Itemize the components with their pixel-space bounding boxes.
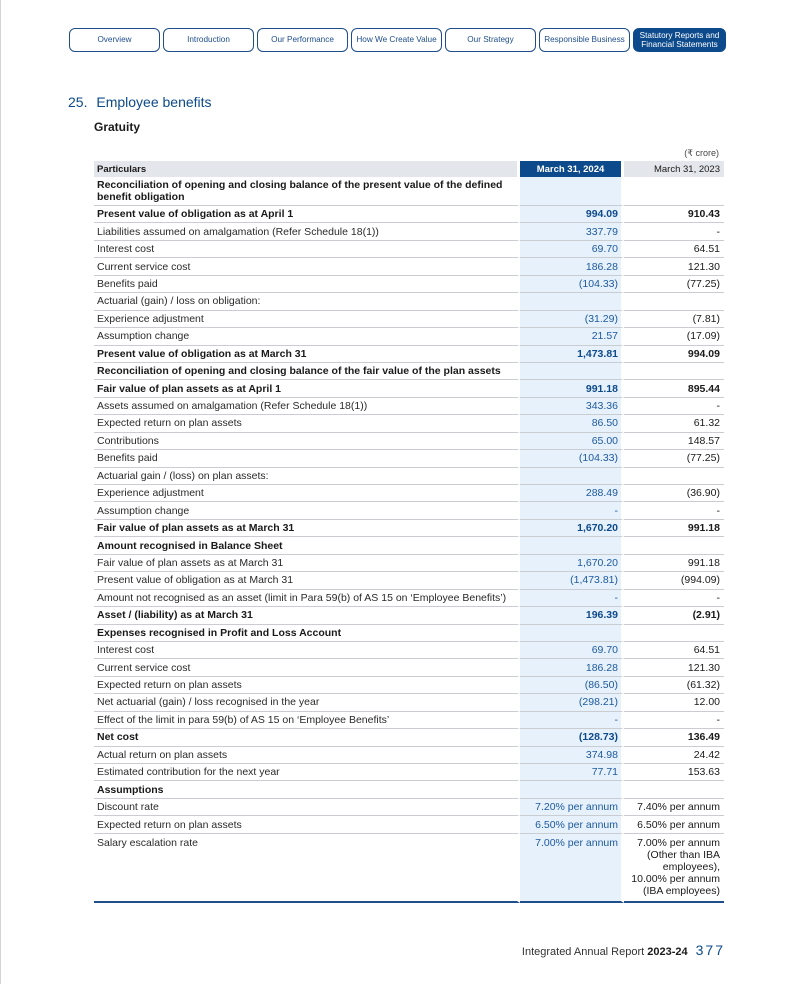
row-label: Present value of obligation as at March 31 [94, 346, 520, 363]
tab-overview[interactable]: Overview [69, 28, 160, 52]
row-label: Salary escalation rate [94, 834, 520, 903]
value-2024: 6.50% per annum [520, 816, 624, 833]
value-2023: - [624, 398, 724, 415]
value-2023: - [624, 502, 724, 519]
value-2023: 121.30 [624, 258, 724, 275]
header-prior-year: March 31, 2023 [624, 161, 724, 177]
value-2024: (104.33) [520, 450, 624, 467]
value-2024: 21.57 [520, 328, 624, 345]
value-2023 [624, 537, 724, 554]
value-2024: - [520, 590, 624, 607]
value-2023: 12.00 [624, 694, 724, 711]
tab-introduction[interactable]: Introduction [163, 28, 254, 52]
row-label: Liabilities assumed on amalgamation (Refer Schedule 18(1)) [94, 223, 520, 240]
tab-responsible-business[interactable]: Responsible Business [539, 28, 630, 52]
report-name: Integrated Annual Report 2023-24 [521, 946, 688, 958]
page-edge [0, 0, 1, 984]
row-label: Expected return on plan assets [94, 816, 520, 833]
value-2024 [520, 781, 624, 798]
row-label: Fair value of plan assets as at March 31 [94, 555, 520, 572]
row-label: Assumption change [94, 502, 520, 519]
row-label: Effect of the limit in para 59(b) of AS 15 on ‘Employee Benefits’ [94, 712, 520, 729]
value-2024: 1,473.81 [520, 346, 624, 363]
table-row [94, 485, 724, 502]
table-row [94, 729, 724, 746]
value-2024: 186.28 [520, 258, 624, 275]
value-2023: - [624, 223, 724, 240]
tab-our-strategy[interactable]: Our Strategy [445, 28, 536, 52]
table-row [94, 450, 724, 467]
value-2024: (104.33) [520, 276, 624, 293]
table-row [94, 223, 724, 240]
value-2023: (36.90) [624, 485, 724, 502]
table-row [94, 799, 724, 816]
value-2024: 337.79 [520, 223, 624, 240]
value-2023: 991.18 [624, 555, 724, 572]
value-2024: (128.73) [520, 729, 624, 746]
value-2024: 86.50 [520, 415, 624, 432]
table-row [94, 764, 724, 781]
value-2023: 910.43 [624, 206, 724, 223]
row-label: Current service cost [94, 258, 520, 275]
table-row [94, 293, 724, 310]
value-2024: 65.00 [520, 433, 624, 450]
page-number: 377 [695, 942, 725, 958]
value-2024 [520, 625, 624, 642]
table-row [94, 834, 724, 903]
row-label: Expenses recognised in Profit and Loss Account [94, 625, 520, 642]
table-row [94, 747, 724, 764]
value-2023: (994.09) [624, 572, 724, 589]
value-2024: 994.09 [520, 206, 624, 223]
row-label: Current service cost [94, 659, 520, 676]
table-row [94, 537, 724, 554]
table-row [94, 177, 724, 206]
table-row [94, 363, 724, 380]
table-row [94, 415, 724, 432]
table-row [94, 659, 724, 676]
row-label: Actuarial gain / (loss) on plan assets: [94, 468, 520, 485]
value-2024: - [520, 502, 624, 519]
top-navigation [69, 28, 726, 52]
value-2023 [624, 293, 724, 310]
row-label: Experience adjustment [94, 485, 520, 502]
table-row [94, 555, 724, 572]
value-2023: 7.00% per annum (Other than IBA employees), 10.00% per annum (IBA employees) [624, 834, 724, 903]
tab-our-performance[interactable]: Our Performance [257, 28, 348, 52]
value-2023: 991.18 [624, 520, 724, 537]
value-2023: (77.25) [624, 276, 724, 293]
row-label: Net cost [94, 729, 520, 746]
row-label: Interest cost [94, 642, 520, 659]
gratuity-table [94, 161, 724, 903]
value-2023: 895.44 [624, 380, 724, 397]
value-2023: (7.81) [624, 311, 724, 328]
value-2024 [520, 293, 624, 310]
header-particulars: Particulars [94, 161, 520, 177]
row-label: Fair value of plan assets as at March 31 [94, 520, 520, 537]
value-2023 [624, 363, 724, 380]
table-row [94, 572, 724, 589]
row-label: Experience adjustment [94, 311, 520, 328]
row-label: Assumption change [94, 328, 520, 345]
value-2024 [520, 363, 624, 380]
value-2024: 196.39 [520, 607, 624, 624]
value-2024 [520, 468, 624, 485]
tab-statutory-reports[interactable]: Statutory Reports and Financial Statements [633, 28, 726, 52]
row-label: Expected return on plan assets [94, 415, 520, 432]
table-row [94, 677, 724, 694]
row-label: Benefits paid [94, 276, 520, 293]
value-2024: 343.36 [520, 398, 624, 415]
value-2023: (17.09) [624, 328, 724, 345]
row-label: Fair value of plan assets as at April 1 [94, 380, 520, 397]
table-row [94, 241, 724, 258]
table-row [94, 258, 724, 275]
table-row [94, 276, 724, 293]
tab-how-we-create-value[interactable]: How We Create Value [351, 28, 442, 52]
table-row [94, 816, 724, 833]
value-2023: 64.51 [624, 642, 724, 659]
value-2024: 374.98 [520, 747, 624, 764]
value-2024: 7.20% per annum [520, 799, 624, 816]
value-2024: (298.21) [520, 694, 624, 711]
table-row [94, 468, 724, 485]
table-row [94, 380, 724, 397]
sub-heading: Gratuity [94, 120, 141, 134]
section-heading [68, 94, 212, 110]
value-2024: 7.00% per annum [520, 834, 624, 903]
row-label: Amount recognised in Balance Sheet [94, 537, 520, 554]
row-label: Asset / (liability) as at March 31 [94, 607, 520, 624]
row-label: Actual return on plan assets [94, 747, 520, 764]
value-2023: 994.09 [624, 346, 724, 363]
table-row [94, 398, 724, 415]
section-title: Employee benefits [96, 94, 212, 110]
row-label: Present value of obligation as at March 31 [94, 572, 520, 589]
table-row [94, 328, 724, 345]
value-2023: 7.40% per annum [624, 799, 724, 816]
value-2023: (61.32) [624, 677, 724, 694]
currency-unit: (₹ crore) [684, 148, 719, 158]
value-2024 [520, 537, 624, 554]
value-2023: 121.30 [624, 659, 724, 676]
row-label: Interest cost [94, 241, 520, 258]
row-label: Discount rate [94, 799, 520, 816]
value-2024: (31.29) [520, 311, 624, 328]
row-label: Assumptions [94, 781, 520, 798]
section-number: 25. [68, 94, 88, 110]
value-2023 [624, 781, 724, 798]
row-label: Expected return on plan assets [94, 677, 520, 694]
value-2023: 153.63 [624, 764, 724, 781]
value-2023: 6.50% per annum [624, 816, 724, 833]
value-2023: 61.32 [624, 415, 724, 432]
value-2024: 69.70 [520, 642, 624, 659]
table-row [94, 206, 724, 223]
table-row [94, 712, 724, 729]
row-label: Present value of obligation as at April 1 [94, 206, 520, 223]
value-2023: - [624, 712, 724, 729]
value-2023: (2.91) [624, 607, 724, 624]
value-2023 [624, 468, 724, 485]
row-label: Actuarial (gain) / loss on obligation: [94, 293, 520, 310]
value-2024: 1,670.20 [520, 520, 624, 537]
table-row [94, 520, 724, 537]
value-2024: (1,473.81) [520, 572, 624, 589]
table-row [94, 346, 724, 363]
value-2024: - [520, 712, 624, 729]
value-2024: 288.49 [520, 485, 624, 502]
header-current-year: March 31, 2024 [520, 161, 624, 177]
value-2024: 991.18 [520, 380, 624, 397]
row-label: Amount not recognised as an asset (limit in Para 59(b) of AS 15 on ‘Employee Benefits’) [94, 590, 520, 607]
value-2024: 1,670.20 [520, 555, 624, 572]
table-row [94, 607, 724, 624]
value-2023 [624, 625, 724, 642]
table-row [94, 642, 724, 659]
value-2023: 64.51 [624, 241, 724, 258]
page-footer [522, 942, 725, 958]
table-row [94, 781, 724, 798]
value-2024 [520, 177, 624, 206]
table-row [94, 694, 724, 711]
value-2024: 186.28 [520, 659, 624, 676]
table-row [94, 433, 724, 450]
row-label: Benefits paid [94, 450, 520, 467]
row-label: Net actuarial (gain) / loss recognised in the year [94, 694, 520, 711]
row-label: Contributions [94, 433, 520, 450]
value-2024: (86.50) [520, 677, 624, 694]
row-label: Assets assumed on amalgamation (Refer Schedule 18(1)) [94, 398, 520, 415]
value-2024: 69.70 [520, 241, 624, 258]
table-row [94, 311, 724, 328]
value-2023 [624, 177, 724, 206]
row-label: Reconciliation of opening and closing balance of the fair value of the plan assets [94, 363, 520, 380]
row-label: Reconciliation of opening and closing balance of the present value of the defined benefit obligation [94, 177, 520, 206]
table-row [94, 502, 724, 519]
value-2023: 136.49 [624, 729, 724, 746]
table-header-row [94, 161, 724, 177]
table-row [94, 590, 724, 607]
row-label: Estimated contribution for the next year [94, 764, 520, 781]
value-2023: (77.25) [624, 450, 724, 467]
value-2024: 77.71 [520, 764, 624, 781]
value-2023: - [624, 590, 724, 607]
value-2023: 24.42 [624, 747, 724, 764]
value-2023: 148.57 [624, 433, 724, 450]
table-row [94, 625, 724, 642]
